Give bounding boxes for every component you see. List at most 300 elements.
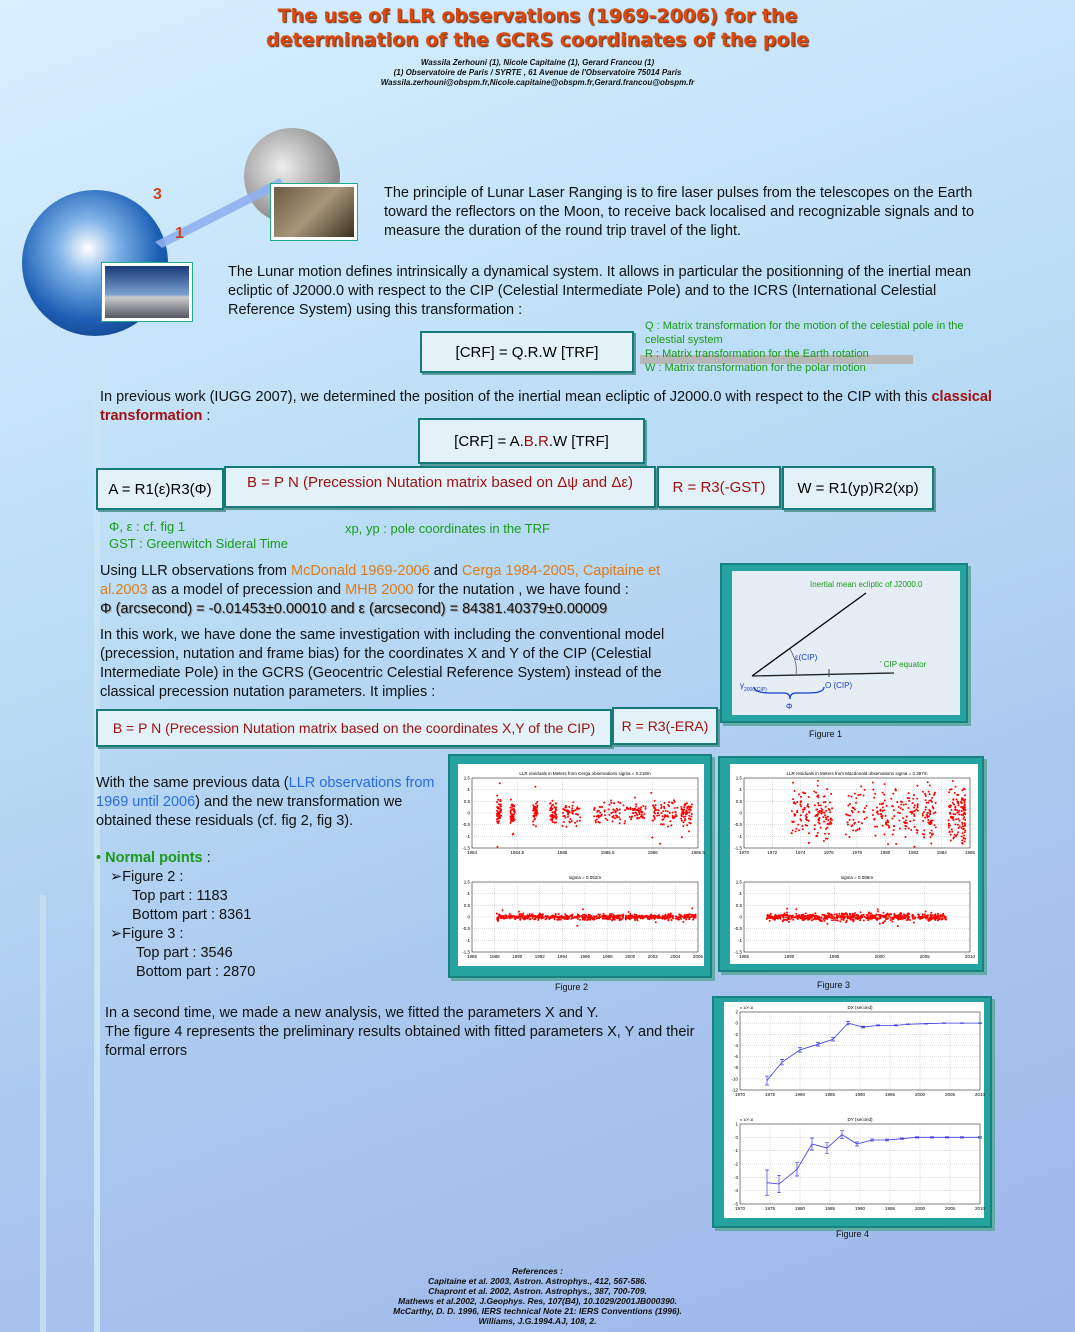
fig3-bottom-point	[913, 918, 915, 920]
dy-plot-x-tick: 1980	[794, 1206, 806, 1211]
fig2-top-point	[663, 807, 665, 809]
fig2-top-point	[599, 806, 601, 808]
fig3-bottom-point	[842, 916, 844, 918]
dx-plot-y-tick: 2	[735, 1009, 738, 1015]
fig2-top-point	[575, 825, 577, 827]
fig2-bottom-point	[586, 919, 588, 921]
fig3-top-point	[954, 823, 956, 825]
fig3-top-point	[800, 796, 802, 798]
fig3-bottom-point	[850, 916, 852, 918]
fig2-bottom-point	[502, 909, 504, 911]
fig3-top-point	[866, 805, 868, 807]
fig3-top-point	[884, 783, 886, 785]
fig3-bottom-point	[832, 915, 834, 917]
fig3-top-point	[956, 809, 958, 811]
fig3-bottom-point	[769, 914, 771, 916]
fig2-top-point	[660, 804, 662, 806]
fig3-top-point	[950, 834, 952, 836]
fig2-bottom-point	[667, 920, 669, 922]
fig3-bottom-point	[795, 913, 797, 915]
fig3-top-point	[859, 794, 861, 796]
fig3-top-point	[802, 791, 804, 793]
fig2-top-point	[513, 810, 515, 812]
fig2-top-point	[652, 819, 654, 821]
this-work-text: In this work, we have done the same investigation with including the conventional model (precession, nutation and frame bias) for the coordinates X and Y of the CIP (Celestial Intermediate Pole) in the GCRS (Geocentric Celestial Reference System) instead of the classical precession nutation parameters. It implies :	[100, 627, 665, 700]
fig3-bottom-point	[906, 914, 908, 916]
fig3-bottom-point	[845, 912, 847, 914]
fig2-bottom-point	[655, 921, 657, 923]
fig3-top-point	[808, 796, 810, 798]
fig3-top-point	[913, 846, 915, 848]
fig2-bottom-point	[502, 915, 504, 917]
fig3-bottom-point	[854, 917, 856, 919]
fig3-top-point	[963, 837, 965, 839]
fig3-top-point	[825, 810, 827, 812]
fig3-top-point	[815, 808, 817, 810]
results-text: Using LLR observations from McDonald 1969-2006 and Cerga 1984-2005, Capitaine et al.2003 as a model of precession and MHB 2000 for the nutation , we have found : Φ (arcsecond) = -0.01453±0.00010 and ε (arcsecond) = 84381.40379±0.00009	[100, 563, 661, 617]
fig3-top-point	[923, 811, 925, 813]
fig2-top-point	[672, 812, 674, 814]
fig3-bottom-point	[866, 914, 868, 916]
fig2-top-point	[563, 821, 565, 823]
fig3-top-point	[962, 814, 964, 816]
fig2-top-point	[665, 810, 667, 812]
fig3-top-point	[954, 834, 956, 836]
fig2-top-point	[532, 820, 534, 822]
fig2-bottom-point	[558, 913, 560, 915]
dy-plot-y-tick: -1	[733, 1148, 738, 1154]
fig3-top-point	[820, 813, 822, 815]
dx-plot-scale: x 10^-8	[740, 1005, 753, 1010]
fig2-top-point	[500, 800, 502, 802]
fig2-top-point	[634, 815, 636, 817]
fig2-top-point	[576, 808, 578, 810]
fig3-top-point	[852, 829, 854, 831]
fig3-top-point	[956, 798, 958, 800]
fig2-bottom-point	[611, 913, 613, 915]
dx-plot-y-tick: -2	[733, 1031, 738, 1037]
fig3-bottom-point	[886, 918, 888, 920]
fig2-bottom-point	[518, 915, 520, 917]
fig3-bottom-x-tick: 2010	[964, 954, 976, 959]
intro-paragraph-1: The principle of Lunar Laser Ranging is to fire laser pulses from the telescopes on the Earth toward the reflectors on the Moon, to receive back localised and recognizable signals and to measure the duration of the round trip travel of the light.	[384, 185, 975, 239]
fig2-bottom-point	[593, 915, 595, 917]
fig2-top-point	[630, 818, 632, 820]
fig3-top-point	[829, 811, 831, 813]
fig3-top-point	[964, 805, 966, 807]
fig2-top-point	[654, 818, 656, 820]
fig3-bottom-point	[802, 916, 804, 918]
fig3-top-point	[935, 826, 937, 828]
fig2-bottom-point	[590, 915, 592, 917]
fig3-top-point	[904, 828, 906, 830]
fig3-top-x-tick: 1972	[767, 850, 778, 855]
fig3-top-point	[858, 828, 860, 830]
fig3-top-point	[904, 825, 906, 827]
figure-1-diagram	[732, 571, 960, 715]
dx-plot-error-bar	[960, 1023, 964, 1024]
fig2-bottom-point	[688, 914, 690, 916]
fig2-top-point	[688, 830, 690, 832]
fig3-top-point	[799, 804, 801, 806]
fig2-bottom-point	[638, 915, 640, 917]
fig2-top-point	[593, 815, 595, 817]
dx-plot-error-bar	[798, 1048, 802, 1052]
fig2-top-point	[684, 815, 686, 817]
fig3-top-point	[797, 824, 799, 826]
fig2-bottom-point	[574, 916, 576, 918]
previous-work-text: In previous work (IUGG 2007), we determined the position of the inertial mean ecliptic of J2000.0 with respect to the CIP with this classical transformation :	[100, 389, 992, 424]
fig2-bottom-point	[561, 917, 563, 919]
fig2-bottom-point	[628, 915, 630, 917]
dy-plot-y-tick: 1	[735, 1121, 738, 1127]
fig2-top-point	[690, 806, 692, 808]
fig3-top-point	[818, 818, 820, 820]
fig3-top-point	[929, 813, 931, 815]
fig3-bottom-point	[836, 913, 838, 915]
fig2-top-point	[552, 821, 554, 823]
dy-plot-x-tick: 2005	[944, 1206, 956, 1211]
fig2-top-point	[563, 809, 565, 811]
fig3-top-point	[961, 835, 963, 837]
pole-note: xp, yp : pole coordinates in the TRF	[345, 521, 550, 536]
fig2-top-x-tick: 1986	[647, 850, 658, 855]
fig3-top-point	[914, 810, 916, 812]
fig3-top-point	[961, 827, 963, 829]
dx-plot-y-tick: 0	[735, 1020, 738, 1026]
fig2-bottom-point	[558, 917, 560, 919]
fig2-bottom-point	[599, 914, 601, 916]
fig3-bottom-point	[814, 912, 816, 914]
fig2-bottom-y-tick: -0.5	[462, 926, 470, 932]
fig3-bottom-point	[825, 917, 827, 919]
fig3-top-point	[818, 804, 820, 806]
dx-plot-x-tick: 1980	[794, 1092, 806, 1097]
fig3-top-point	[924, 817, 926, 819]
fig2-bottom-point	[534, 918, 536, 920]
fig3-top-point	[808, 806, 810, 808]
fig3-bottom-point	[807, 914, 809, 916]
fig2-top-point	[576, 820, 578, 822]
fig2-bottom-y-tick: 1	[467, 891, 470, 897]
label-3: 3	[153, 186, 162, 203]
fig3-top-point	[898, 806, 900, 808]
fig2-top-point	[497, 799, 499, 801]
fig2-top-point	[599, 822, 601, 824]
fig2-top-point	[510, 822, 512, 824]
fig2-top-point	[688, 806, 690, 808]
dy-plot-y-tick: -3	[733, 1174, 738, 1180]
fig2-bottom-point	[505, 916, 507, 918]
fig3-top-point	[813, 791, 815, 793]
fig2-top-point	[499, 805, 501, 807]
fig2-bottom-point	[678, 916, 680, 918]
fig3-top-point	[893, 825, 895, 827]
fig2-top-point	[613, 802, 615, 804]
fig3-top-point	[927, 802, 929, 804]
fig3-top-point	[880, 815, 882, 817]
fig2-bottom-point	[524, 915, 526, 917]
fig2-bottom-point	[644, 915, 646, 917]
fig3-top-point	[795, 828, 797, 830]
fig2-top-point	[681, 811, 683, 813]
fig2-bottom-point	[569, 915, 571, 917]
fig3-top-point	[825, 838, 827, 840]
fig2-top-x-tick: 1985	[557, 850, 568, 855]
fig2-top-point	[676, 807, 678, 809]
fig3-bottom-point	[861, 914, 863, 916]
fig2-top-point	[641, 811, 643, 813]
fig3-bottom-x-tick: 1995	[829, 954, 840, 959]
fig3-top-point	[883, 809, 885, 811]
fig3-bottom-point	[863, 919, 865, 921]
fig2-bottom-point	[694, 915, 696, 917]
fig2-top-point	[593, 809, 595, 811]
fig2-bottom-point	[529, 918, 531, 920]
dy-plot-x-tick: 1975	[764, 1206, 776, 1211]
fig3-bottom-point	[834, 914, 836, 916]
fig2-top-point	[579, 816, 581, 818]
fig3-bottom-point	[880, 916, 882, 918]
o-cip-label: O (CIP)	[825, 681, 853, 690]
fig2-top-point	[614, 817, 616, 819]
fig3-bottom-point	[786, 914, 788, 916]
fig3-bottom-point	[873, 917, 875, 919]
fig2-bottom-point	[622, 917, 624, 919]
fig2-top-point	[636, 809, 638, 811]
fig3-top-point	[863, 795, 865, 797]
fig3-top-point	[827, 816, 829, 818]
fig2-top-point	[657, 812, 659, 814]
fig2-bottom-point	[595, 916, 597, 918]
fig3-top-point	[828, 823, 830, 825]
fig3-top-y-tick: 1	[739, 787, 742, 793]
fig2-bottom-x-tick: 1996	[579, 954, 591, 959]
dx-plot-x-tick: 2000	[914, 1092, 926, 1097]
fig2-top-point	[536, 801, 538, 803]
fig2-bottom-point	[582, 908, 584, 910]
fig2-bottom-point	[571, 917, 573, 919]
fig3-bottom-point	[833, 917, 835, 919]
fig2-bottom-point	[619, 919, 621, 921]
fig3-bottom-point	[865, 917, 867, 919]
fig2-bottom-point	[622, 914, 624, 916]
fig3-top-point	[853, 819, 855, 821]
fig3-top-point	[953, 804, 955, 806]
fig3-top-point	[892, 834, 894, 836]
fig3-top-point	[815, 792, 817, 794]
reference-item: Williams, J.G.1994.AJ, 108, 2.	[478, 1316, 597, 1326]
fig3-bottom-point	[814, 918, 816, 920]
dx-plot-y-tick: -12	[731, 1087, 738, 1093]
fig3-bottom-point	[891, 921, 893, 923]
fig3-bottom-point	[944, 916, 946, 918]
fig3-top-point	[847, 814, 849, 816]
fig3-top-point	[963, 835, 965, 837]
fig3-top-y-tick: 0	[739, 810, 742, 816]
fig2-bottom-point	[648, 917, 650, 919]
fig3-bottom-point	[839, 920, 841, 922]
fig3-bottom-point	[940, 914, 942, 916]
fig3-top-point	[962, 828, 964, 830]
fig3-top-point	[949, 812, 951, 814]
fig2-top-point	[633, 812, 635, 814]
fig3-bottom-point	[849, 913, 851, 915]
fig2-top-point	[513, 805, 515, 807]
fig2-top-x-tick: 1984.5	[510, 850, 525, 855]
fig3-top-point	[929, 832, 931, 834]
fig3-top-point	[802, 809, 804, 811]
fig3-top-point	[877, 810, 879, 812]
fig2-bottom-point	[522, 912, 524, 914]
fig2-top-point	[650, 792, 652, 794]
fig3-bottom-point	[882, 922, 884, 924]
fig2-top-point	[601, 806, 603, 808]
fig3-top-point	[948, 806, 950, 808]
fig2-top-x-tick: 1985.5	[600, 850, 615, 855]
fig3-top-point	[929, 810, 931, 812]
dy-plot-error-bar	[795, 1163, 799, 1176]
fig2-top-point	[574, 822, 576, 824]
fig3-top-point	[960, 802, 962, 804]
fig2-bottom-point	[538, 917, 540, 919]
fig2-bottom-point	[592, 917, 594, 919]
fig3-top-point	[962, 818, 964, 820]
fig3-top-point	[800, 805, 802, 807]
fig2-top-point	[612, 816, 614, 818]
fig2-top-point	[536, 805, 538, 807]
fig2-top-point	[629, 807, 631, 809]
dx-plot-x-tick: 1990	[854, 1092, 866, 1097]
fig3-top-point	[916, 808, 918, 810]
fig2-top-point	[669, 812, 671, 814]
fig2-top-point	[629, 816, 631, 818]
figure-3-plots	[730, 764, 978, 964]
fig2-bottom-point	[566, 918, 568, 920]
fig2-top-point	[608, 804, 610, 806]
fig3-top-point	[908, 792, 910, 794]
fig3-top-x-tick: 1980	[880, 850, 891, 855]
dy-plot-y-tick: -5	[733, 1201, 738, 1207]
fig2-top-point	[686, 802, 688, 804]
fig3-bottom-y-tick: 1.5	[735, 879, 742, 885]
fig3-bottom-point	[868, 911, 870, 913]
figure-4-caption: Figure 4	[836, 1229, 870, 1239]
fig2-bottom-point	[625, 917, 627, 919]
fig3-bottom-point	[917, 917, 919, 919]
fig2-bottom-point	[585, 915, 587, 917]
fig2-top-point	[616, 816, 618, 818]
fig3-top-point	[885, 822, 887, 824]
fig3-top-point	[791, 832, 793, 834]
reference-item: McCarthy, D. D. 1996, IERS technical Note 21: IERS Conventions (1996).	[393, 1306, 682, 1316]
fig2-top-point	[565, 806, 567, 808]
fig3-top-point	[886, 824, 888, 826]
fig3-top-point	[951, 828, 953, 830]
fig3-bottom-point	[870, 916, 872, 918]
fig3-top-point	[926, 802, 928, 804]
fig3-bottom-point	[908, 916, 910, 918]
fig3-top-point	[927, 819, 929, 821]
residuals-text: With the same previous data (LLR observations from 1969 until 2006) and the new transformation we obtained these residuals (cf. fig 2, fig 3).	[96, 775, 435, 829]
fig3-top-point	[923, 829, 925, 831]
fig3-top-point	[793, 821, 795, 823]
fig3-top-point	[950, 840, 952, 842]
fig2-bottom-point	[621, 918, 623, 920]
fig2-top-point	[500, 809, 502, 811]
fig2-top-point	[571, 807, 573, 809]
fig2-top-point	[624, 820, 626, 822]
fig3-top-point	[952, 819, 954, 821]
fig2-top-point	[637, 818, 639, 820]
fig2-top-point	[619, 808, 621, 810]
fig3-top-point	[908, 800, 910, 802]
fig2-top-point	[554, 822, 556, 824]
figure-4	[712, 996, 992, 1228]
fig3-top-point	[848, 836, 850, 838]
fig3-bottom-point	[831, 913, 833, 915]
fig2-top-point	[680, 818, 682, 820]
fig2-top-point	[686, 824, 688, 826]
fig2-top-point	[658, 814, 660, 816]
fig3-top-point	[957, 818, 959, 820]
fig3-top-point	[957, 824, 959, 826]
fig2-top-point	[568, 811, 570, 813]
fig2-bottom-point	[510, 915, 512, 917]
fig2-bottom-point	[523, 918, 525, 920]
fig3-top-point	[925, 795, 927, 797]
fig3-top-point	[808, 820, 810, 822]
fig3-bottom-point	[795, 915, 797, 917]
fig3-top-point	[957, 811, 959, 813]
fig3-top-point	[948, 826, 950, 828]
fig3-bottom-point	[869, 914, 871, 916]
fig3-top-point	[879, 803, 881, 805]
fig3-bottom-point	[854, 912, 856, 914]
fig2-bottom-point	[684, 914, 686, 916]
fig2-bottom-point	[649, 914, 651, 916]
fig3-top-point	[949, 831, 951, 833]
fig3-top-point	[929, 793, 931, 795]
fig3-top-point	[829, 823, 831, 825]
fig3-top-point	[935, 802, 937, 804]
fig3-top-point	[882, 806, 884, 808]
fig2-bottom-point	[650, 916, 652, 918]
fig3-top-point	[849, 803, 851, 805]
fig3-top-point	[964, 831, 966, 833]
fig3-top-y-tick: 1.5	[735, 775, 742, 781]
fig3-bottom-point	[875, 914, 877, 916]
fig3-top-point	[931, 830, 933, 832]
fig2-top-point	[639, 808, 641, 810]
fig3-bottom-point	[818, 916, 820, 918]
fig2-bottom-point	[539, 912, 541, 914]
fig3-top-point	[816, 815, 818, 817]
fig3-top-point	[950, 805, 952, 807]
fig3-top-point	[827, 819, 829, 821]
fig2-top-point	[500, 815, 502, 817]
fig2-bottom-y-tick: 1.5	[463, 879, 470, 885]
fig3-bottom-point	[829, 913, 831, 915]
fig3-top-point	[910, 811, 912, 813]
fig3-top-point	[923, 834, 925, 836]
fig3-top-point	[959, 820, 961, 822]
fig2-top-point	[668, 801, 670, 803]
fig3-bottom-x-tick: 1985	[738, 954, 750, 959]
fig2-top-point	[619, 802, 621, 804]
fig3-top-point	[801, 825, 803, 827]
fig3-bottom-point	[926, 915, 928, 917]
